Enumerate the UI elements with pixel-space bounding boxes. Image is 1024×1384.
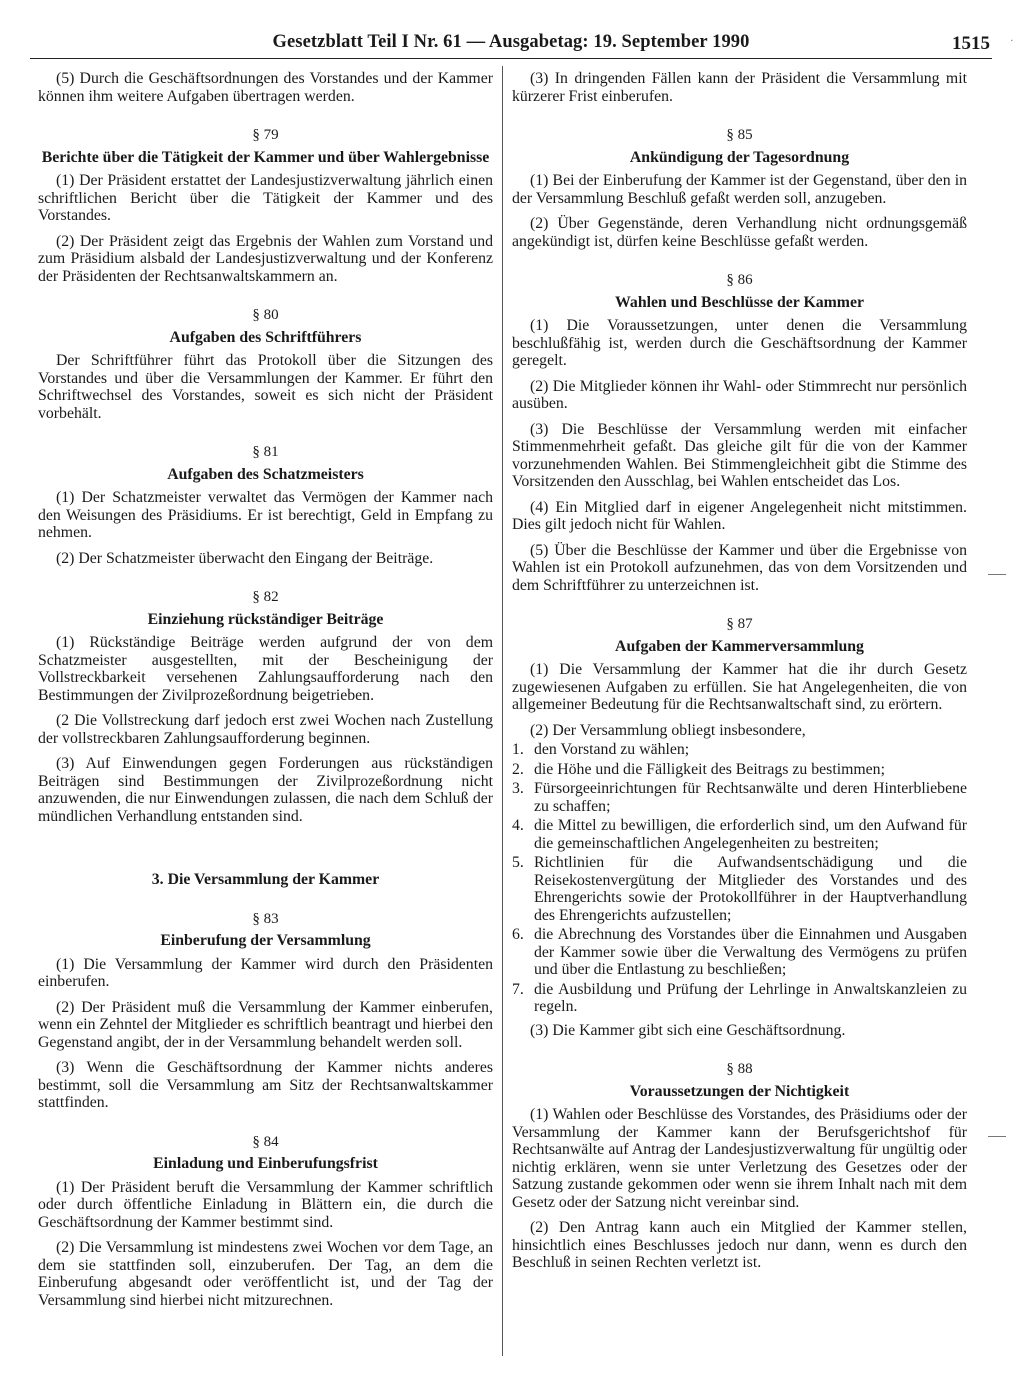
list-item — [512, 761, 967, 779]
section-number: § 83 — [252, 910, 279, 927]
paragraph: (5) Über die Beschlüsse der Kammer und über die Ergebnisse von Wahlen ist ein Protokoll aufzunehmen, das von dem Vorsitzenden und dem Schriftführer zu unterzeichnen ist. — [512, 541, 967, 594]
section-title: Aufgaben des Schriftführers — [169, 328, 362, 346]
paragraph: (5) Durch die Geschäftsordnungen des Vorstandes und der Kammer können ihm weitere Aufgaben übertragen werden. — [38, 70, 493, 105]
left-column — [38, 70, 493, 1317]
list-text: Richtlinien für die Aufwandsentschädigung und die Reisekostenvergütung der Mitglieder des Vorstandes und des Ehrengerichts sowie der Protokollführer in der Hauptverhandlung des Ehrengerichts aufzustellen; — [534, 854, 967, 924]
section-number: § 82 — [252, 589, 279, 605]
paragraph: (2) Die Mitglieder können ihr Wahl- oder Stimmrecht nur persönlich ausüben. — [512, 377, 967, 412]
section-number: § 86 — [726, 272, 753, 288]
section-title: Wahlen und Beschlüsse der Kammer — [615, 293, 864, 311]
paragraph: (2) Der Präsident zeigt das Ergebnis der Wahlen zum Vorstand und zum Präsidium alsbald der Landesjustizverwaltung und der Konferenz der Präsidenten der Rechtsanwaltskammern an. — [38, 232, 493, 285]
section-number: § 85 — [726, 127, 753, 143]
duties-list — [512, 741, 967, 1016]
paragraph: (1) Der Schatzmeister verwaltet das Vermögen der Kammer nach den Weisungen des Präsidiums. Er ist berechtigt, Geld in Empfang zu nehmen. — [38, 489, 493, 541]
list-item — [512, 926, 967, 979]
section-title: Einladung und Einberufungsfrist — [153, 1155, 378, 1172]
section-number: § 79 — [252, 127, 279, 143]
section-number: § 84 — [252, 1133, 279, 1150]
paragraph: (3) Auf Einwendungen gegen Forderungen aus rückständigen Beiträgen sind Bestimmungen der Zivilprozeßordnung nicht anzuwenden, die nur Einwendungen zulassen, die nach dem Schluß der mündlichen Verhandlung entstanden sind. — [38, 755, 493, 825]
list-text: Fürsorgeeinrichtungen für Rechtsanwälte und deren Hinterbliebene zu schaffen; — [534, 780, 967, 815]
list-number: 4. — [512, 817, 524, 834]
list-item — [512, 854, 967, 924]
paragraph: (2) Der Versammlung obliegt insbesondere, — [530, 721, 806, 739]
paragraph: (1) Der Präsident erstattet der Landesjustizverwaltung jährlich einen schriftlichen Bericht über die Tätigkeit der Kammer und des Vorstandes. — [38, 172, 493, 224]
section-title: Berichte über die Tätigkeit der Kammer und über Wahlergebnisse — [41, 148, 490, 166]
paragraph: (3) Die Beschlüsse der Versammlung werden mit einfacher Stimmenmehrheit gefaßt. Das gleiche gilt für die von der Kammer vorzunehmenden Wahlen. Bei Stimmengleichheit gibt die Stimme des Vorsitzenden den Ausschlag, bei Wahlen entscheidet das Los. — [512, 420, 967, 490]
paragraph: (1) Bei der Einberufung der Kammer ist der Gegenstand, über den in der Versammlung Beschluß gefaßt werden soll, anzugeben. — [512, 172, 967, 207]
list-number: 1. — [512, 741, 524, 758]
list-item — [512, 981, 967, 1016]
margin-mark: ˙ — [1009, 36, 1014, 51]
column-divider — [502, 66, 503, 1356]
paragraph: (3) Die Kammer gibt sich eine Geschäftsordnung. — [530, 1021, 846, 1039]
list-number: 7. — [512, 980, 524, 998]
margin-dash — [988, 574, 1006, 575]
paragraph: (1) Wahlen oder Beschlüsse des Vorstandes, des Präsidiums oder der Versammlung der Kammer kann der Berufsgerichtshof für Rechtsanwälte auf Antrag der Landesjustizverwaltung für ungültig oder nichtig erklären, wenn sie unter Verletzung des Gesetzes oder der Satzung zustande gekommen oder wenn sie ihrem Inhalt nach mit dem Gesetz oder der Satzung nicht vereinbar sind. — [512, 1106, 967, 1211]
paragraph: (3) In dringenden Fällen kann der Präsident die Versammlung mit kürzerer Frist einberufen. — [512, 70, 967, 105]
section-title: Voraussetzungen der Nichtigkeit — [629, 1082, 850, 1100]
paragraph: (2) Der Präsident muß die Versammlung der Kammer einberufen, wenn ein Zehntel der Mitglieder es schriftlich beantragt und hierbei den Gegenstand angibt, der in der Versammlung behandelt werden soll. — [38, 998, 493, 1051]
list-item — [512, 741, 967, 759]
paragraph: (1) Die Versammlung der Kammer wird durch den Präsidenten einberufen. — [38, 955, 493, 990]
section-title: Einziehung rückständiger Beiträge — [147, 610, 384, 628]
margin-dash — [988, 1136, 1006, 1137]
list-text: die Abrechnung des Vorstandes über die Einnahmen und Ausgaben der Kammer sowie über die Verwaltung des Vermögens zu prüfen und über die Entlastung zu beschließen; — [534, 926, 967, 978]
section-number: § 81 — [252, 444, 279, 460]
list-number: 5. — [512, 854, 524, 871]
list-number: 2. — [512, 760, 524, 778]
paragraph: (1) Der Präsident beruft die Versammlung der Kammer schriftlich oder durch öffentliche Einladung in Blättern ein, die durch die Geschäftsordnung der Kammer bestimmt sind. — [38, 1178, 493, 1231]
paragraph: (1) Die Versammlung der Kammer hat die ihr durch Gesetz zugewiesenen Aufgaben zu erfüllen. Sie hat Angelegenheiten, die von allgemeiner Bedeutung für die Rechtsanwaltschaft sind, zu erörtern. — [512, 661, 967, 713]
paragraph: (1) Rückständige Beiträge werden aufgrund der von dem Schatzmeister ausgestellten, mit der Bescheinigung der Vollstreckbarkeit versehenen Zahlungsaufforderung nach den Bestimmungen der Zivilprozeßordnung beigetrieben. — [38, 634, 493, 704]
section-title: Einberufung der Versammlung — [160, 932, 371, 949]
header-title: Gesetzblatt Teil I Nr. 61 — Ausgabetag: 19. September 1990 — [272, 32, 750, 52]
paragraph: (2 Die Vollstreckung darf jedoch erst zwei Wochen nach Zustellung der vollstreckbaren Zahlungsaufforderung beginnen. — [38, 712, 493, 747]
paragraph: (1) Die Voraussetzungen, unter denen die Versammlung beschlußfähig ist, werden durch die Geschäftsordnung der Kammer geregelt. — [512, 317, 967, 369]
section-title: Ankündigung der Tagesordnung — [629, 148, 850, 166]
paragraph: (2) Die Versammlung ist mindestens zwei Wochen vor dem Tage, an dem sie stattfinden soll, einzuberufen. Der Tag, an dem die Einberufung abgesandt oder veröffentlicht ist, und der Tag der Versammlung sind hierbei nicht mitzurechnen. — [38, 1239, 493, 1309]
paragraph: (2) Der Schatzmeister überwacht den Eingang der Beiträge. — [56, 549, 434, 567]
list-text: die Höhe und die Fälligkeit des Beitrags zu bestimmen; — [534, 760, 885, 778]
list-text: die Ausbildung und Prüfung der Lehrlinge in Anwaltskanzleien zu regeln. — [534, 980, 967, 1015]
list-item — [512, 817, 967, 852]
list-item — [512, 780, 967, 815]
paragraph: (2) Den Antrag kann auch ein Mitglied der Kammer stellen, hinsichtlich eines Beschlusses jedoch nur dann, wenn es durch den Beschluß in seinen Rechten verletzt ist. — [512, 1219, 967, 1271]
list-number: 3. — [512, 780, 524, 797]
section-title: Aufgaben des Schatzmeisters — [167, 465, 364, 483]
section-number: § 80 — [252, 307, 279, 323]
list-text: die Mittel zu bewilligen, die erforderlich sind, um den Aufwand für die gemeinschaftlichen Angelegenheiten zu bestreiten; — [534, 817, 967, 852]
paragraph: (2) Über Gegenstände, deren Verhandlung nicht ordnungsgemäß angekündigt ist, dürfen keine Beschlüsse gefaßt werden. — [512, 215, 967, 250]
page-header — [30, 28, 992, 59]
section-number: § 87 — [726, 616, 753, 632]
list-text: den Vorstand zu wählen; — [534, 741, 690, 758]
chapter-heading: 3. Die Versammlung der Kammer — [151, 871, 380, 888]
list-number: 6. — [512, 926, 524, 943]
page-number: 1515 — [952, 33, 990, 54]
section-number: § 88 — [726, 1061, 753, 1077]
paragraph: (4) Ein Mitglied darf in eigener Angelegenheit nicht mitstimmen. Dies gilt jedoch nicht für Wahlen. — [512, 498, 967, 533]
section-title: Aufgaben der Kammerversammlung — [615, 637, 864, 655]
paragraph: Der Schriftführer führt das Protokoll über die Sitzungen des Vorstandes und über die Versammlungen der Kammer. Er führt den Schriftwechsel des Vorstandes, soweit es sich nicht der Präsident vorbehält. — [38, 352, 493, 422]
right-column — [512, 70, 967, 1280]
paragraph: (3) Wenn die Geschäftsordnung der Kammer nichts anderes bestimmt, soll die Versammlung am Sitz der Rechtsanwaltskammer stattfinden. — [38, 1059, 493, 1111]
